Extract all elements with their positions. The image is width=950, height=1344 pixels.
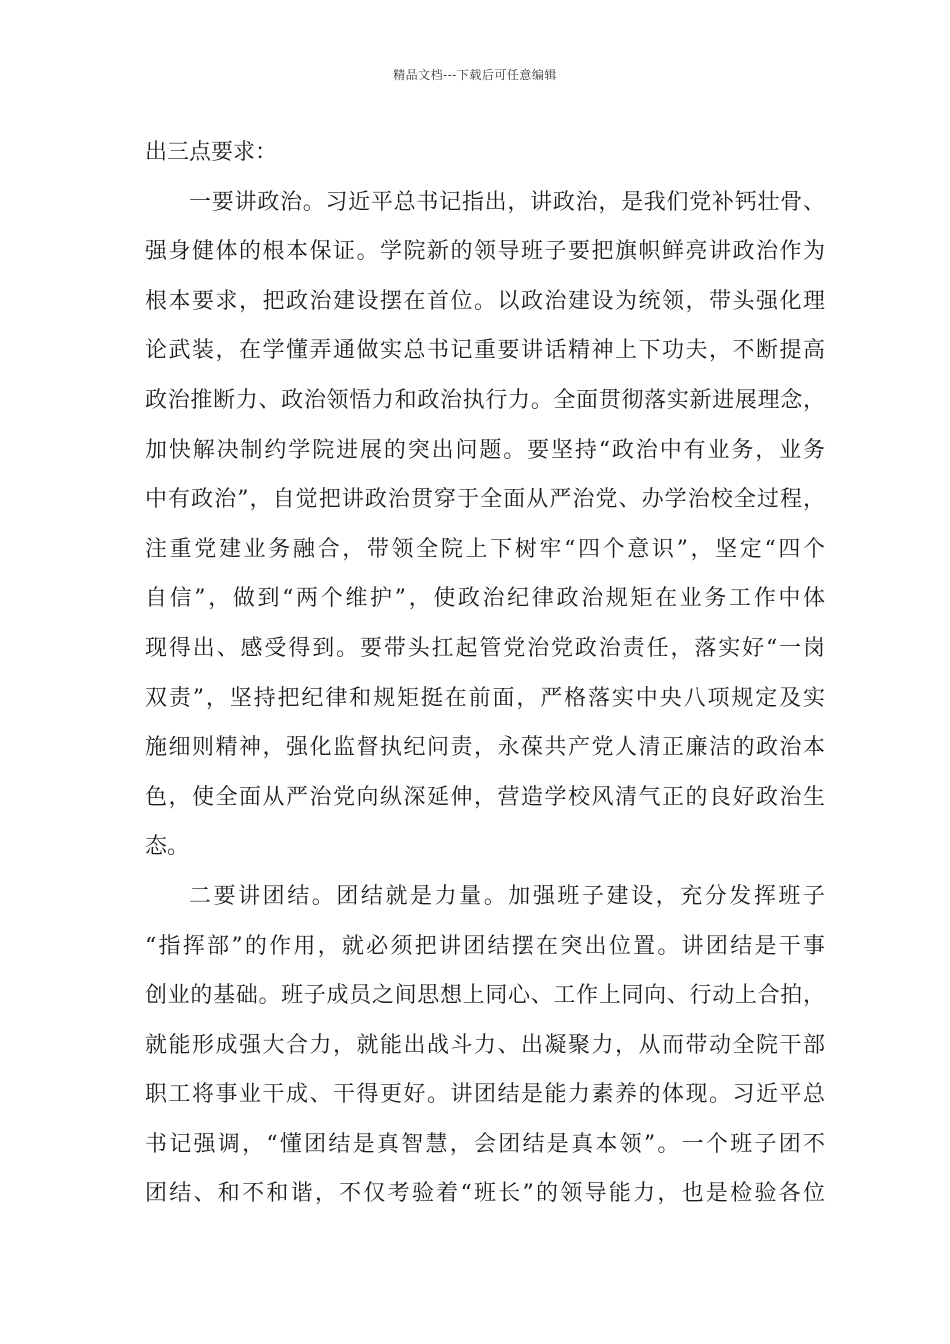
text-line: 出三点要求： — [145, 140, 278, 165]
text-line: 强身健体的根本保证。学院新的领导班子要把旗帜鲜亮讲政治作为 — [145, 239, 825, 265]
text-line: 创业的基础。班子成员之间思想上同心、工作上同向、行动上合拍， — [145, 983, 825, 1009]
text-line: 一要讲政治。习近平总书记指出，讲政治，是我们党补钙壮骨、 — [189, 189, 825, 215]
text-line: 自信”，做到“两个维护”，使政治纪律政治规矩在业务工作中体 — [145, 586, 825, 612]
text-line: 论武装，在学懂弄通做实总书记重要讲话精神上下功夫，不断提高 — [145, 338, 825, 364]
text-line: 加快解决制约学院进展的突出问题。要坚持“政治中有业务，业务 — [145, 437, 825, 463]
text-line: 现得出、感受得到。要带头扛起管党治党政治责任，落实好“一岗 — [145, 635, 825, 661]
text-line: 施细则精神，强化监督执纪问责，永葆共产党人清正廉洁的政治本 — [145, 735, 825, 761]
text-line: 注重党建业务融合，带领全院上下树牢“四个意识”，坚定“四个 — [145, 536, 825, 562]
text-line: 态。 — [145, 834, 190, 860]
text-line: 政治推断力、政治领悟力和政治执行力。全面贯彻落实新进展理念， — [145, 387, 825, 413]
text-line: 色，使全面从严治党向纵深延伸，营造学校风清气正的良好政治生 — [145, 784, 825, 810]
text-line: 双责”，坚持把纪律和规矩挺在前面，严格落实中央八项规定及实 — [145, 685, 825, 711]
page-header: 精品文档---下载后可任意编辑 — [393, 68, 557, 82]
text-line: 根本要求，把政治建设摆在首位。以政治建设为统领，带头强化理 — [145, 288, 825, 314]
text-line: 就能形成强大合力，就能出战斗力、出凝聚力，从而带动全院干部 — [145, 1032, 825, 1058]
text-line: 中有政治”，自觉把讲政治贯穿于全面从严治党、办学治校全过程， — [145, 487, 825, 513]
text-line: 二要讲团结。团结就是力量。加强班子建设，充分发挥班子 — [189, 883, 825, 909]
text-line: “指挥部”的作用，就必须把讲团结摆在突出位置。讲团结是干事 — [145, 933, 825, 959]
body-text — [145, 135, 825, 1226]
text-line: 职工将事业干成、干得更好。讲团结是能力素养的体现。习近平总 — [145, 1082, 825, 1108]
text-line: 书记强调，“懂团结是真智慧，会团结是真本领”。一个班子团不 — [145, 1131, 825, 1157]
text-line: 团结、和不和谐，不仅考验着“班长”的领导能力，也是检验各位 — [145, 1181, 825, 1207]
